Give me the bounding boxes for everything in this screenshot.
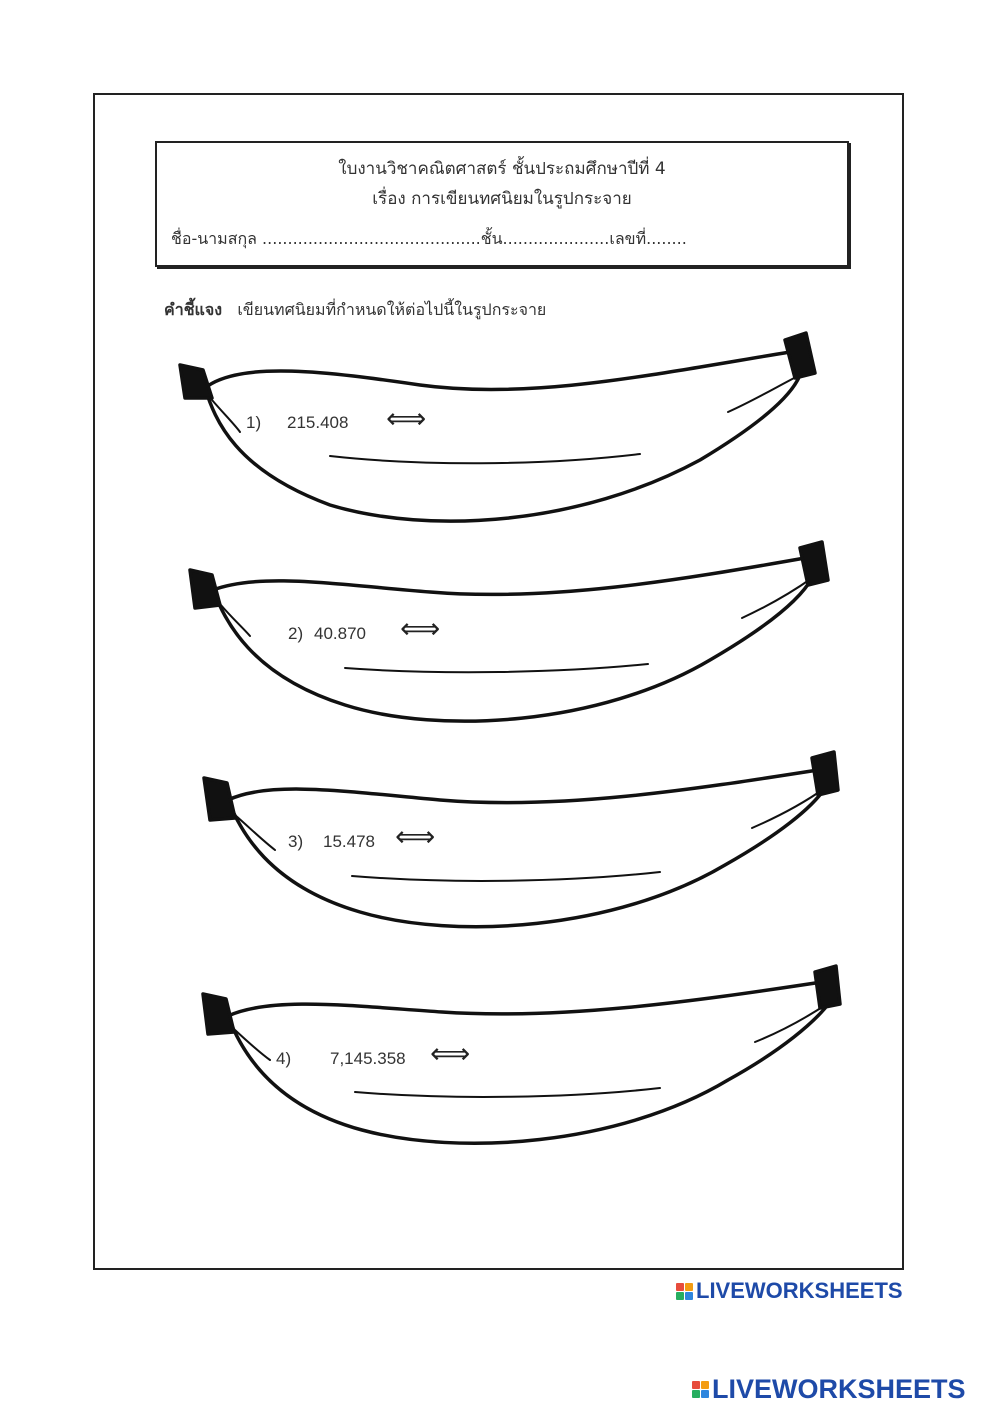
liveworksheets-logo	[676, 1278, 903, 1304]
logo-text: LIVEWORKSHEETS	[712, 1374, 966, 1404]
double-arrow-icon: ⟺	[430, 1037, 471, 1070]
student-info-line: ชื่อ-นามสกุล ...........................................ชั้น.....................เลขที่........	[171, 229, 687, 248]
worksheet-subtitle: เรื่อง การเขียนทศนิยมในรูปกระจาย	[372, 189, 632, 209]
worksheet-title: ใบงานวิชาคณิตศาสตร์ ชั้นประถมศึกษาปีที่ 4	[338, 159, 666, 179]
logo-text: LIVEWORKSHEETS	[696, 1278, 903, 1303]
question-1-value: 215.408	[287, 413, 349, 432]
double-arrow-icon: ⟺	[395, 820, 436, 853]
double-arrow-icon: ⟺	[400, 612, 441, 645]
question-1-number: 1)	[246, 413, 262, 432]
liveworksheets-mark-icon	[676, 1283, 693, 1300]
banana-1	[180, 333, 815, 521]
question-4-number: 4)	[276, 1049, 292, 1068]
instruction-label: คำชี้แจง	[164, 300, 223, 319]
double-arrow-icon: ⟺	[386, 402, 427, 435]
question-3-number: 3)	[288, 832, 304, 851]
question-3-value: 15.478	[323, 832, 375, 851]
liveworksheets-logo-footer	[692, 1374, 966, 1405]
question-2-value: 40.870	[314, 624, 366, 643]
banana-4	[203, 966, 840, 1143]
question-2-number: 2)	[288, 624, 304, 643]
banana-2	[190, 542, 828, 721]
instruction-text: เขียนทศนิยมที่กำหนดให้ต่อไปนี้ในรูปกระจาย	[237, 300, 547, 319]
liveworksheets-mark-icon	[692, 1381, 709, 1398]
question-4-value: 7,145.358	[330, 1049, 406, 1068]
